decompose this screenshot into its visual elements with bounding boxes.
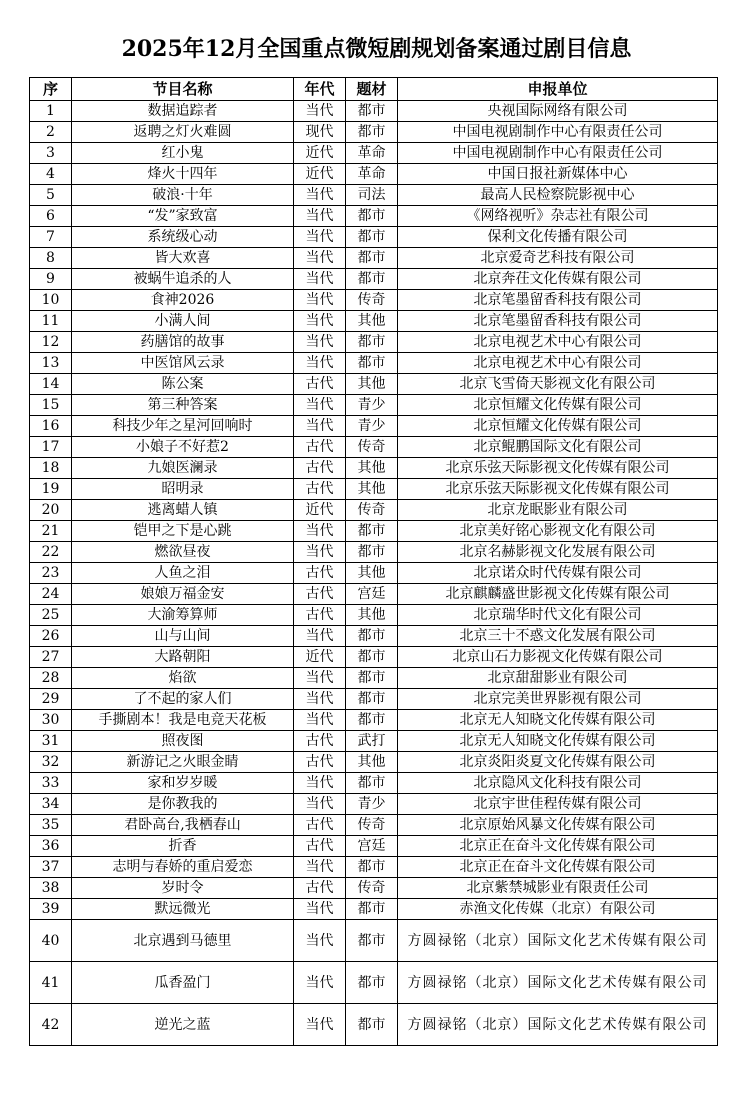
cell-no: 24 (30, 584, 72, 605)
cell-name: 第三种答案 (72, 395, 294, 416)
cell-name: 红小鬼 (72, 143, 294, 164)
cell-name: 焰欲 (72, 668, 294, 689)
cell-no: 18 (30, 458, 72, 479)
cell-unit: 中国电视剧制作中心有限责任公司 (398, 143, 718, 164)
cell-era: 当代 (294, 416, 346, 437)
cell-era: 古代 (294, 479, 346, 500)
cell-era: 古代 (294, 563, 346, 584)
cell-genre: 传奇 (346, 437, 398, 458)
cell-name: 大路朝阳 (72, 647, 294, 668)
cell-no: 9 (30, 269, 72, 290)
cell-no: 22 (30, 542, 72, 563)
cell-name: “发”家致富 (72, 206, 294, 227)
table-row (30, 311, 718, 332)
cell-name: 人鱼之泪 (72, 563, 294, 584)
cell-unit: 北京正在奋斗文化传媒有限公司 (398, 836, 718, 857)
cell-genre: 都市 (346, 1004, 398, 1046)
cell-era: 当代 (294, 395, 346, 416)
cell-name: 新游记之火眼金睛 (72, 752, 294, 773)
cell-name: 被蜗牛追杀的人 (72, 269, 294, 290)
cell-era: 当代 (294, 794, 346, 815)
cell-name: 小满人间 (72, 311, 294, 332)
table-row (30, 857, 718, 878)
cell-era: 近代 (294, 143, 346, 164)
cell-unit: 中国日报社新媒体中心 (398, 164, 718, 185)
cell-genre: 其他 (346, 311, 398, 332)
cell-genre: 都市 (346, 542, 398, 563)
cell-name: 北京遇到马德里 (72, 920, 294, 962)
table-body (30, 101, 718, 1046)
cell-name: 岁时令 (72, 878, 294, 899)
cell-genre: 传奇 (346, 290, 398, 311)
cell-name: 娘娘万福金安 (72, 584, 294, 605)
cell-no: 1 (30, 101, 72, 122)
table-row (30, 836, 718, 857)
cell-era: 古代 (294, 584, 346, 605)
cell-era: 近代 (294, 500, 346, 521)
cell-no: 20 (30, 500, 72, 521)
table-row (30, 584, 718, 605)
cell-no: 37 (30, 857, 72, 878)
cell-unit: 北京乐弦天际影视文化传媒有限公司 (398, 458, 718, 479)
cell-unit: 北京美好铭心影视文化有限公司 (398, 521, 718, 542)
cell-era: 当代 (294, 206, 346, 227)
cell-genre: 青少 (346, 794, 398, 815)
table-row (30, 920, 718, 962)
cell-era: 当代 (294, 227, 346, 248)
cell-unit: 北京诺众时代传媒有限公司 (398, 563, 718, 584)
cell-genre: 都市 (346, 689, 398, 710)
cell-name: 皆大欢喜 (72, 248, 294, 269)
cell-era: 当代 (294, 710, 346, 731)
cell-era: 古代 (294, 731, 346, 752)
table-row (30, 353, 718, 374)
cell-name: 手撕剧本！我是电竞天花板 (72, 710, 294, 731)
cell-era: 当代 (294, 668, 346, 689)
table-row (30, 710, 718, 731)
cell-unit: 北京隐风文化科技有限公司 (398, 773, 718, 794)
table-row (30, 437, 718, 458)
cell-unit: 最高人民检察院影视中心 (398, 185, 718, 206)
table-row (30, 563, 718, 584)
cell-name: 烽火十四年 (72, 164, 294, 185)
cell-name: 山与山间 (72, 626, 294, 647)
cell-era: 当代 (294, 521, 346, 542)
cell-unit: 北京完美世界影视有限公司 (398, 689, 718, 710)
cell-unit: 北京麒麟盛世影视文化传媒有限公司 (398, 584, 718, 605)
cell-no: 2 (30, 122, 72, 143)
cell-name: 燃欲昼夜 (72, 542, 294, 563)
cell-genre: 都市 (346, 227, 398, 248)
cell-genre: 都市 (346, 773, 398, 794)
cell-no: 21 (30, 521, 72, 542)
cell-genre: 其他 (346, 479, 398, 500)
cell-genre: 革命 (346, 164, 398, 185)
cell-era: 当代 (294, 1004, 346, 1046)
table-header-row (30, 78, 718, 101)
cell-genre: 都市 (346, 626, 398, 647)
cell-genre: 宫廷 (346, 584, 398, 605)
cell-era: 当代 (294, 773, 346, 794)
cell-no: 33 (30, 773, 72, 794)
cell-name: 中医馆风云录 (72, 353, 294, 374)
table-row (30, 878, 718, 899)
cell-name: 陈公案 (72, 374, 294, 395)
cell-genre: 武打 (346, 731, 398, 752)
table-row (30, 227, 718, 248)
table-row (30, 332, 718, 353)
cell-era: 当代 (294, 962, 346, 1004)
table-row (30, 206, 718, 227)
cell-genre: 都市 (346, 353, 398, 374)
cell-unit: 北京飞雪倚天影视文化有限公司 (398, 374, 718, 395)
cell-era: 当代 (294, 353, 346, 374)
cell-name: 志明与春娇的重启爱恋 (72, 857, 294, 878)
cell-genre: 都市 (346, 647, 398, 668)
cell-era: 古代 (294, 878, 346, 899)
cell-name: 系统级心动 (72, 227, 294, 248)
table-row (30, 143, 718, 164)
table-row (30, 374, 718, 395)
header-era: 年代 (294, 78, 346, 101)
cell-unit: 北京无人知晓文化传媒有限公司 (398, 731, 718, 752)
cell-genre: 都市 (346, 101, 398, 122)
cell-no: 12 (30, 332, 72, 353)
cell-name: 昭明录 (72, 479, 294, 500)
cell-era: 古代 (294, 437, 346, 458)
cell-unit: 北京笔墨留香科技有限公司 (398, 290, 718, 311)
cell-unit: 北京电视艺术中心有限公司 (398, 332, 718, 353)
cell-unit: 赤渔文化传媒（北京）有限公司 (398, 899, 718, 920)
cell-era: 当代 (294, 185, 346, 206)
table-row (30, 269, 718, 290)
table-row (30, 542, 718, 563)
cell-unit: 北京甜甜影业有限公司 (398, 668, 718, 689)
cell-unit: 北京鲲鹏国际文化有限公司 (398, 437, 718, 458)
cell-no: 14 (30, 374, 72, 395)
cell-no: 10 (30, 290, 72, 311)
table-row (30, 185, 718, 206)
table-row (30, 647, 718, 668)
cell-unit: 方圆禄铭（北京）国际文化艺术传媒有限公司 (398, 1004, 718, 1046)
table-row (30, 521, 718, 542)
cell-unit: 北京炎阳炎夏文化传媒有限公司 (398, 752, 718, 773)
cell-unit: 方圆禄铭（北京）国际文化艺术传媒有限公司 (398, 920, 718, 962)
table-row (30, 164, 718, 185)
cell-genre: 传奇 (346, 878, 398, 899)
cell-era: 当代 (294, 689, 346, 710)
cell-genre: 其他 (346, 458, 398, 479)
cell-era: 近代 (294, 164, 346, 185)
cell-name: 返聘之灯火难圆 (72, 122, 294, 143)
cell-name: 食神2026 (72, 290, 294, 311)
header-unit: 申报单位 (398, 78, 718, 101)
cell-name: 逃离蜡人镇 (72, 500, 294, 521)
cell-name: 破浪·十年 (72, 185, 294, 206)
cell-unit: 北京乐弦天际影视文化传媒有限公司 (398, 479, 718, 500)
cell-unit: 北京笔墨留香科技有限公司 (398, 311, 718, 332)
cell-genre: 司法 (346, 185, 398, 206)
cell-no: 23 (30, 563, 72, 584)
header-genre: 题材 (346, 78, 398, 101)
cell-era: 当代 (294, 542, 346, 563)
cell-genre: 青少 (346, 416, 398, 437)
cell-unit: 北京电视艺术中心有限公司 (398, 353, 718, 374)
cell-no: 5 (30, 185, 72, 206)
cell-no: 35 (30, 815, 72, 836)
cell-era: 古代 (294, 458, 346, 479)
cell-era: 当代 (294, 101, 346, 122)
table-row (30, 773, 718, 794)
cell-name: 照夜图 (72, 731, 294, 752)
cell-no: 15 (30, 395, 72, 416)
table-row (30, 416, 718, 437)
table-row (30, 794, 718, 815)
cell-unit: 北京爱奇艺科技有限公司 (398, 248, 718, 269)
cell-genre: 其他 (346, 374, 398, 395)
cell-name: 君卧高台,我栖春山 (72, 815, 294, 836)
cell-name: 科技少年之星河回响时 (72, 416, 294, 437)
table-row (30, 668, 718, 689)
cell-no: 4 (30, 164, 72, 185)
cell-era: 古代 (294, 836, 346, 857)
header-no: 序 (30, 78, 72, 101)
cell-genre: 其他 (346, 752, 398, 773)
cell-genre: 宫廷 (346, 836, 398, 857)
cell-genre: 都市 (346, 206, 398, 227)
cell-era: 古代 (294, 605, 346, 626)
table-row (30, 689, 718, 710)
cell-no: 13 (30, 353, 72, 374)
cell-no: 42 (30, 1004, 72, 1046)
cell-era: 近代 (294, 647, 346, 668)
cell-unit: 北京龙眠影业有限公司 (398, 500, 718, 521)
cell-era: 当代 (294, 248, 346, 269)
cell-unit: 央视国际网络有限公司 (398, 101, 718, 122)
table-row (30, 731, 718, 752)
cell-era: 当代 (294, 311, 346, 332)
cell-name: 是你教我的 (72, 794, 294, 815)
cell-no: 36 (30, 836, 72, 857)
cell-name: 默远微光 (72, 899, 294, 920)
cell-genre: 都市 (346, 668, 398, 689)
cell-unit: 北京瑞华时代文化有限公司 (398, 605, 718, 626)
cell-era: 当代 (294, 332, 346, 353)
table-row (30, 395, 718, 416)
cell-no: 8 (30, 248, 72, 269)
header-name: 节目名称 (72, 78, 294, 101)
cell-unit: 北京山石力影视文化传媒有限公司 (398, 647, 718, 668)
table-row (30, 962, 718, 1004)
table-row (30, 458, 718, 479)
cell-name: 大渝筹算师 (72, 605, 294, 626)
cell-genre: 都市 (346, 248, 398, 269)
cell-no: 38 (30, 878, 72, 899)
cell-genre: 都市 (346, 899, 398, 920)
cell-unit: 北京奔茌文化传媒有限公司 (398, 269, 718, 290)
drama-table (29, 77, 718, 1046)
cell-era: 当代 (294, 269, 346, 290)
cell-name: 折香 (72, 836, 294, 857)
table-row (30, 122, 718, 143)
cell-name: 九娘医澜录 (72, 458, 294, 479)
cell-name: 铠甲之下是心跳 (72, 521, 294, 542)
cell-era: 古代 (294, 374, 346, 395)
cell-era: 当代 (294, 920, 346, 962)
cell-name: 数据追踪者 (72, 101, 294, 122)
cell-no: 34 (30, 794, 72, 815)
cell-no: 3 (30, 143, 72, 164)
cell-era: 古代 (294, 752, 346, 773)
cell-name: 家和岁岁暖 (72, 773, 294, 794)
cell-name: 小娘子不好惹2 (72, 437, 294, 458)
cell-unit: 北京恒耀文化传媒有限公司 (398, 416, 718, 437)
table-row (30, 500, 718, 521)
cell-era: 现代 (294, 122, 346, 143)
cell-no: 39 (30, 899, 72, 920)
cell-genre: 其他 (346, 563, 398, 584)
table-row (30, 752, 718, 773)
table-row (30, 290, 718, 311)
cell-unit: 北京正在奋斗文化传媒有限公司 (398, 857, 718, 878)
cell-name: 药膳馆的故事 (72, 332, 294, 353)
table-row (30, 815, 718, 836)
cell-unit: 保利文化传播有限公司 (398, 227, 718, 248)
cell-no: 16 (30, 416, 72, 437)
cell-no: 25 (30, 605, 72, 626)
cell-genre: 其他 (346, 605, 398, 626)
cell-name: 了不起的家人们 (72, 689, 294, 710)
cell-era: 当代 (294, 857, 346, 878)
cell-era: 当代 (294, 899, 346, 920)
cell-era: 当代 (294, 626, 346, 647)
cell-no: 41 (30, 962, 72, 1004)
table-row (30, 101, 718, 122)
cell-no: 11 (30, 311, 72, 332)
table-row (30, 899, 718, 920)
cell-unit: 中国电视剧制作中心有限责任公司 (398, 122, 718, 143)
cell-no: 29 (30, 689, 72, 710)
cell-unit: 北京名赫影视文化发展有限公司 (398, 542, 718, 563)
cell-unit: 北京无人知晓文化传媒有限公司 (398, 710, 718, 731)
table-row (30, 479, 718, 500)
cell-genre: 都市 (346, 710, 398, 731)
cell-unit: 北京宇世佳程传媒有限公司 (398, 794, 718, 815)
cell-genre: 都市 (346, 521, 398, 542)
cell-no: 31 (30, 731, 72, 752)
cell-no: 32 (30, 752, 72, 773)
page-title: 2025年12月全国重点微短剧规划备案通过剧目信息 (121, 36, 632, 62)
cell-unit: 方圆禄铭（北京）国际文化艺术传媒有限公司 (398, 962, 718, 1004)
table-row (30, 1004, 718, 1046)
cell-unit: 《网络视听》杂志社有限公司 (398, 206, 718, 227)
cell-genre: 传奇 (346, 500, 398, 521)
cell-unit: 北京原始风暴文化传媒有限公司 (398, 815, 718, 836)
cell-era: 古代 (294, 815, 346, 836)
cell-genre: 都市 (346, 122, 398, 143)
cell-genre: 革命 (346, 143, 398, 164)
cell-genre: 传奇 (346, 815, 398, 836)
cell-no: 40 (30, 920, 72, 962)
table-row (30, 248, 718, 269)
cell-no: 7 (30, 227, 72, 248)
cell-genre: 都市 (346, 962, 398, 1004)
cell-name: 逆光之蓝 (72, 1004, 294, 1046)
cell-no: 19 (30, 479, 72, 500)
cell-genre: 都市 (346, 920, 398, 962)
cell-no: 27 (30, 647, 72, 668)
cell-genre: 都市 (346, 332, 398, 353)
cell-genre: 青少 (346, 395, 398, 416)
cell-unit: 北京恒耀文化传媒有限公司 (398, 395, 718, 416)
cell-unit: 北京紫禁城影业有限责任公司 (398, 878, 718, 899)
cell-genre: 都市 (346, 857, 398, 878)
cell-era: 当代 (294, 290, 346, 311)
cell-no: 28 (30, 668, 72, 689)
cell-no: 30 (30, 710, 72, 731)
cell-no: 26 (30, 626, 72, 647)
cell-name: 瓜香盈门 (72, 962, 294, 1004)
table-row (30, 605, 718, 626)
table-row (30, 626, 718, 647)
cell-no: 17 (30, 437, 72, 458)
cell-genre: 都市 (346, 269, 398, 290)
cell-unit: 北京三十不惑文化发展有限公司 (398, 626, 718, 647)
cell-no: 6 (30, 206, 72, 227)
